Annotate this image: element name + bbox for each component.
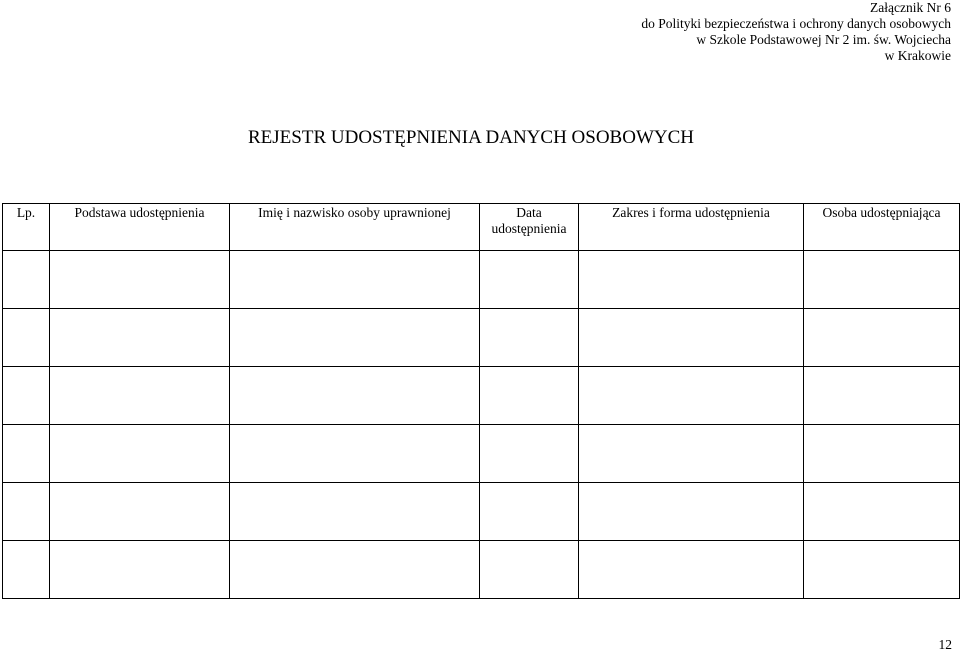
attachment-line: w Krakowie <box>884 48 951 63</box>
column-header-sharing-person: Osoba udostępniająca <box>804 204 960 251</box>
table-cell[interactable] <box>579 367 804 425</box>
table-cell[interactable] <box>804 425 960 483</box>
table-cell[interactable] <box>230 367 480 425</box>
column-header-basis: Podstawa udostępnienia <box>50 204 230 251</box>
table-cell[interactable] <box>804 541 960 599</box>
column-header-authorized-person: Imię i nazwisko osoby uprawnionej <box>230 204 480 251</box>
table-cell[interactable] <box>804 251 960 309</box>
table-cell[interactable] <box>50 251 230 309</box>
table-header-row <box>3 204 960 251</box>
table-cell[interactable] <box>579 425 804 483</box>
table-cell[interactable] <box>480 425 579 483</box>
table-cell[interactable] <box>50 483 230 541</box>
table-cell[interactable] <box>579 541 804 599</box>
table-row <box>3 483 960 541</box>
table-cell[interactable] <box>230 309 480 367</box>
table-row <box>3 541 960 599</box>
attachment-line: Załącznik Nr 6 <box>870 0 951 15</box>
table-cell[interactable] <box>804 309 960 367</box>
page-number: 12 <box>938 637 952 652</box>
table-cell[interactable] <box>50 425 230 483</box>
column-header-scope: Zakres i forma udostępnienia <box>579 204 804 251</box>
register-table <box>2 203 960 599</box>
table-cell[interactable] <box>230 425 480 483</box>
table-row <box>3 425 960 483</box>
table-cell[interactable] <box>3 367 50 425</box>
table-row <box>3 367 960 425</box>
table-cell[interactable] <box>3 425 50 483</box>
table-cell[interactable] <box>480 309 579 367</box>
table-cell[interactable] <box>50 541 230 599</box>
table-cell[interactable] <box>579 309 804 367</box>
table-cell[interactable] <box>3 251 50 309</box>
document-title: REJESTR UDOSTĘPNIENIA DANYCH OSOBOWYCH <box>248 127 694 148</box>
table-cell[interactable] <box>230 483 480 541</box>
register-body <box>3 251 960 599</box>
table-cell[interactable] <box>3 483 50 541</box>
table-row <box>3 251 960 309</box>
table-cell[interactable] <box>230 541 480 599</box>
table-cell[interactable] <box>50 309 230 367</box>
column-header-date: Data udostępnienia <box>480 204 579 251</box>
table-cell[interactable] <box>480 367 579 425</box>
column-header-lp: Lp. <box>3 204 50 251</box>
table-cell[interactable] <box>230 251 480 309</box>
table-cell[interactable] <box>480 483 579 541</box>
table-cell[interactable] <box>804 483 960 541</box>
attachment-note <box>641 0 951 64</box>
table-cell[interactable] <box>3 309 50 367</box>
table-cell[interactable] <box>579 483 804 541</box>
table-cell[interactable] <box>804 367 960 425</box>
table-cell[interactable] <box>579 251 804 309</box>
table-cell[interactable] <box>3 541 50 599</box>
table-cell[interactable] <box>480 541 579 599</box>
attachment-line: do Polityki bezpieczeństwa i ochrony danych osobowych <box>641 16 951 31</box>
table-row <box>3 309 960 367</box>
table-cell[interactable] <box>50 367 230 425</box>
table-cell[interactable] <box>480 251 579 309</box>
attachment-line: w Szkole Podstawowej Nr 2 im. św. Wojciecha <box>696 32 951 47</box>
